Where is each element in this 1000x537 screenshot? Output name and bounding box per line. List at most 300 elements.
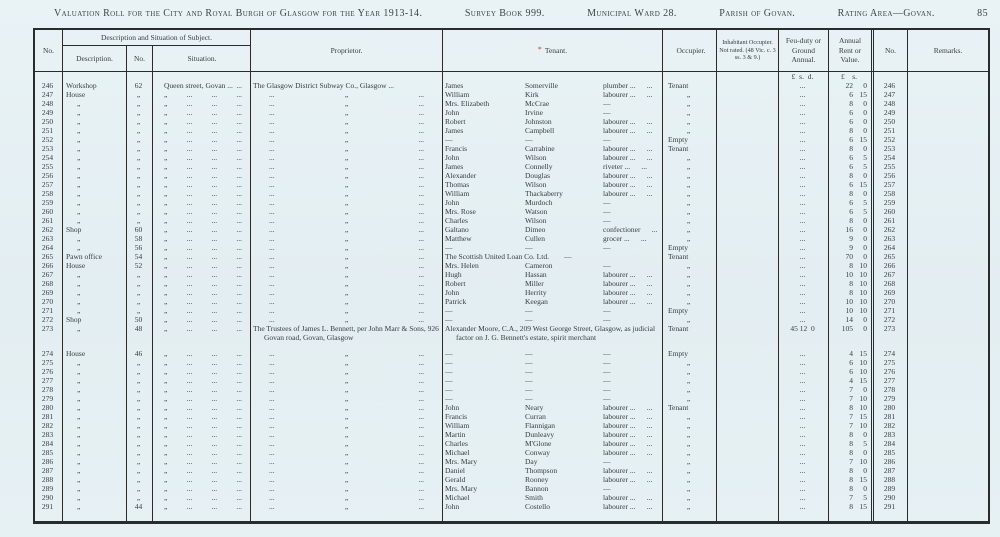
situation-segment: „ xyxy=(164,502,168,511)
description: „ xyxy=(63,403,127,412)
row-number-right: 282 xyxy=(874,421,908,430)
occupier: „ xyxy=(663,358,717,367)
tenant xyxy=(443,162,663,171)
situation-segment: ... xyxy=(186,466,193,475)
table-row xyxy=(35,162,988,171)
tenant-occupation: — xyxy=(603,358,611,367)
description-number: 52 xyxy=(127,261,153,270)
row-number-right: 253 xyxy=(874,144,908,153)
proprietor-segment: ... xyxy=(269,430,275,439)
tenant-surname: Keegan xyxy=(525,297,548,306)
proprietor-segment: ... xyxy=(418,261,424,270)
situation-segment: ... xyxy=(236,376,242,385)
annual-rent xyxy=(829,439,874,448)
col-header-description: Description. xyxy=(63,46,127,71)
proprietor-segment: ... xyxy=(418,162,424,171)
proprietor xyxy=(251,144,443,153)
occupier: Empty xyxy=(663,349,717,358)
remarks xyxy=(908,171,988,180)
proprietor-segment: ... xyxy=(418,457,424,466)
situation-segment: ... xyxy=(236,270,242,279)
situation-segment: ... xyxy=(236,198,242,207)
tenant-first-name: Charles xyxy=(445,439,468,448)
page-title: Valuation Roll for the City and Royal Burgh of Glasgow for the Year 1913-14. xyxy=(54,8,423,19)
tenant-first-name: Mrs. Rose xyxy=(445,207,476,216)
occupier: „ xyxy=(663,367,717,376)
tenant-first-name: John xyxy=(445,108,460,117)
tenant xyxy=(443,216,663,225)
description: „ xyxy=(63,270,127,279)
rent-shillings: 0 xyxy=(863,225,867,234)
rating-area-label: Rating Area—Govan. xyxy=(837,8,935,19)
row-number: 273 xyxy=(35,324,63,342)
annual-rent xyxy=(829,448,874,457)
situation-segment: „ xyxy=(164,180,168,189)
tenant xyxy=(443,403,663,412)
situation-segment: „ xyxy=(164,171,168,180)
proprietor-segment: ... xyxy=(418,216,424,225)
col-header-occupier: Occupier. xyxy=(663,30,717,71)
annual-rent xyxy=(829,252,874,261)
description: „ xyxy=(63,234,127,243)
row-number-right: 247 xyxy=(874,90,908,99)
rent-pounds: 7 xyxy=(849,385,853,394)
annual-rent xyxy=(829,502,874,511)
row-number-right: 288 xyxy=(874,475,908,484)
tenant xyxy=(443,297,663,306)
situation xyxy=(153,349,251,358)
row-number: 275 xyxy=(35,358,63,367)
proprietor-segment: „ xyxy=(344,162,349,171)
inhabitant-occupier xyxy=(717,81,779,90)
proprietor-segment: ... xyxy=(418,403,424,412)
tenant xyxy=(443,457,663,466)
occupier: „ xyxy=(663,270,717,279)
tenant-occupation: — xyxy=(603,306,611,315)
occupier: „ xyxy=(663,216,717,225)
tenant xyxy=(443,306,663,315)
proprietor-segment: ... xyxy=(269,484,275,493)
remarks xyxy=(908,493,988,502)
feu-duty: ... xyxy=(779,243,829,252)
feu-duty: ... xyxy=(779,475,829,484)
inhabitant-occupier xyxy=(717,297,779,306)
situation-segment: ... xyxy=(211,394,218,403)
inhabitant-occupier xyxy=(717,198,779,207)
proprietor-segment: ... xyxy=(269,189,275,198)
tenant-surname: Kirk xyxy=(525,90,539,99)
row-number-right: 266 xyxy=(874,261,908,270)
inhabitant-occupier xyxy=(717,117,779,126)
situation xyxy=(153,439,251,448)
rent-shillings: 15 xyxy=(859,135,867,144)
col-header-tenant-label: Tenant. xyxy=(544,45,568,55)
tenant-occupation: labourer ... ... xyxy=(603,90,653,99)
occupier: „ xyxy=(663,279,717,288)
feu-duty: ... xyxy=(779,315,829,324)
remarks xyxy=(908,207,988,216)
row-number-right: 284 xyxy=(874,439,908,448)
situation-segment: ... xyxy=(211,243,218,252)
feu-duty: ... xyxy=(779,448,829,457)
row-number-right: 250 xyxy=(874,117,908,126)
description-number: „ xyxy=(127,466,153,475)
table-row xyxy=(35,198,988,207)
proprietor xyxy=(251,439,443,448)
proprietor xyxy=(251,306,443,315)
tenant-surname: — xyxy=(525,135,533,144)
tenant xyxy=(443,243,663,252)
rent-pounds: 105 xyxy=(841,324,853,333)
situation-segment: „ xyxy=(164,315,168,324)
description: „ xyxy=(63,376,127,385)
situation xyxy=(153,367,251,376)
tenant-first-name: Robert xyxy=(445,117,466,126)
description: „ xyxy=(63,153,127,162)
feu-duty: ... xyxy=(779,135,829,144)
annual-rent xyxy=(829,367,874,376)
feu-duty: 45 12 0 xyxy=(779,324,829,342)
tenant-full: Alexander Moore, C.A., 209 West George Street, Glasgow, as judicial factor on J. G. Bennett's estate, spirit merchant xyxy=(445,324,656,342)
annual-rent xyxy=(829,270,874,279)
proprietor-segment: „ xyxy=(344,466,349,475)
tenant-first-name: Charles xyxy=(445,216,468,225)
feu-duty: ... xyxy=(779,376,829,385)
row-number-right: 272 xyxy=(874,315,908,324)
annual-rent xyxy=(829,493,874,502)
row-number: 253 xyxy=(35,144,63,153)
situation-segment: ... xyxy=(236,394,242,403)
situation-segment: „ xyxy=(164,207,168,216)
proprietor-segment: „ xyxy=(344,144,349,153)
situation-segment: „ xyxy=(164,358,168,367)
tenant-surname: Cullen xyxy=(525,234,545,243)
annual-rent xyxy=(829,198,874,207)
situation xyxy=(153,385,251,394)
feu-duty: ... xyxy=(779,439,829,448)
situation-segment: ... xyxy=(236,243,242,252)
proprietor xyxy=(251,315,443,324)
tenant xyxy=(443,270,663,279)
tenant-first-name: — xyxy=(445,367,453,376)
occupier: „ xyxy=(663,466,717,475)
proprietor-segment: ... xyxy=(418,153,424,162)
tenant-occupation: — xyxy=(603,484,611,493)
table-row xyxy=(35,270,988,279)
row-number-right: 290 xyxy=(874,493,908,502)
description-number: „ xyxy=(127,457,153,466)
tenant-surname: Carrabine xyxy=(525,144,555,153)
tenant-full: The Scottish United Loan Co. Ltd. — xyxy=(445,252,572,261)
tenant-surname: Dimeo xyxy=(525,225,546,234)
situation-segment: „ xyxy=(164,439,168,448)
situation-segment: ... xyxy=(186,475,193,484)
tenant-occupation: — xyxy=(603,99,611,108)
situation xyxy=(153,144,251,153)
situation xyxy=(153,466,251,475)
situation-segment: ... xyxy=(236,403,242,412)
tenant-first-name: John xyxy=(445,403,460,412)
proprietor-segment: „ xyxy=(344,376,349,385)
inhabitant-occupier xyxy=(717,394,779,403)
tenant-first-name: Thomas xyxy=(445,180,470,189)
situation-segment: ... xyxy=(236,349,242,358)
situation-segment: „ xyxy=(164,234,168,243)
situation-segment: ... xyxy=(186,198,193,207)
occupier: „ xyxy=(663,430,717,439)
rent-pounds: 16 xyxy=(845,225,853,234)
occupier: „ xyxy=(663,234,717,243)
description-number: „ xyxy=(127,99,153,108)
description: House xyxy=(63,90,127,99)
table-row xyxy=(35,81,988,90)
proprietor xyxy=(251,448,443,457)
situation-segment: ... xyxy=(236,216,242,225)
situation-segment: ... xyxy=(211,153,218,162)
situation-segment: ... xyxy=(211,225,218,234)
table-row xyxy=(35,394,988,403)
remarks xyxy=(908,252,988,261)
row-number: 276 xyxy=(35,367,63,376)
situation-segment: ... xyxy=(186,189,193,198)
remarks xyxy=(908,315,988,324)
description: „ xyxy=(63,324,127,342)
description: „ xyxy=(63,117,127,126)
table-row xyxy=(35,90,988,99)
annual-rent xyxy=(829,216,874,225)
situation-segment: ... xyxy=(211,430,218,439)
description: „ xyxy=(63,448,127,457)
description-number: „ xyxy=(127,270,153,279)
proprietor-segment: „ xyxy=(344,448,349,457)
situation-segment: „ xyxy=(164,144,168,153)
situation-segment: „ xyxy=(164,376,168,385)
table-row xyxy=(35,475,988,484)
situation-segment: ... xyxy=(186,421,193,430)
proprietor xyxy=(251,180,443,189)
row-number-right: 276 xyxy=(874,367,908,376)
occupier: „ xyxy=(663,126,717,135)
annual-rent xyxy=(829,279,874,288)
proprietor xyxy=(251,358,443,367)
annual-rent xyxy=(829,81,874,90)
situation-segment: ... xyxy=(211,457,218,466)
inhabitant-occupier xyxy=(717,135,779,144)
annual-rent xyxy=(829,466,874,475)
remarks xyxy=(908,349,988,358)
situation-segment: „ xyxy=(164,448,168,457)
tenant-occupation: labourer ... ... xyxy=(603,403,653,412)
remarks xyxy=(908,475,988,484)
annual-rent xyxy=(829,484,874,493)
tenant-surname: Wilson xyxy=(525,153,547,162)
remarks xyxy=(908,90,988,99)
inhabitant-occupier xyxy=(717,171,779,180)
remarks xyxy=(908,261,988,270)
inhabitant-occupier xyxy=(717,99,779,108)
tenant xyxy=(443,430,663,439)
situation-segment: „ xyxy=(164,99,168,108)
annual-rent xyxy=(829,162,874,171)
tenant-surname: Connelly xyxy=(525,162,553,171)
rent-shillings: 0 xyxy=(863,81,867,90)
proprietor-segment: ... xyxy=(418,207,424,216)
tenant-occupation: labourer ... ... xyxy=(603,297,653,306)
proprietor-segment: „ xyxy=(344,279,349,288)
col-header-no-right: No. xyxy=(874,30,908,71)
inhabitant-occupier xyxy=(717,234,779,243)
remarks xyxy=(908,198,988,207)
tenant-first-name: Matthew xyxy=(445,234,472,243)
tenant-occupation: — xyxy=(603,385,611,394)
proprietor-segment: ... xyxy=(418,358,424,367)
rent-shillings: 0 xyxy=(863,385,867,394)
proprietor-segment: ... xyxy=(269,243,275,252)
rent-pounds: 7 xyxy=(849,421,853,430)
row-number: 259 xyxy=(35,198,63,207)
tenant-first-name: — xyxy=(445,243,453,252)
description: Shop xyxy=(63,315,127,324)
situation-segment: ... xyxy=(236,180,242,189)
rent-pounds: 8 xyxy=(849,99,853,108)
rent-shillings: 5 xyxy=(863,153,867,162)
annual-rent xyxy=(829,153,874,162)
proprietor-segment: ... xyxy=(418,117,424,126)
row-number: 291 xyxy=(35,502,63,511)
tenant xyxy=(443,493,663,502)
feu-duty: ... xyxy=(779,457,829,466)
rent-shillings: 0 xyxy=(863,243,867,252)
row-number-right: 254 xyxy=(874,153,908,162)
situation-segment: ... xyxy=(211,493,218,502)
proprietor-segment: ... xyxy=(418,439,424,448)
tenant-occupation: labourer ... ... xyxy=(603,475,653,484)
proprietor-segment: ... xyxy=(418,421,424,430)
proprietor-segment: ... xyxy=(269,306,275,315)
table-row xyxy=(35,135,988,144)
description: Pawn office xyxy=(63,252,127,261)
row-number: 284 xyxy=(35,439,63,448)
situation-segment: ... xyxy=(186,261,193,270)
survey-book-label: Survey Book 999. xyxy=(464,8,545,19)
situation-segment: „ xyxy=(164,394,168,403)
proprietor-segment: ... xyxy=(418,306,424,315)
table-row xyxy=(35,315,988,324)
remarks xyxy=(908,439,988,448)
tenant-occupation: labourer ... ... xyxy=(603,180,653,189)
proprietor-segment: ... xyxy=(269,225,275,234)
occupier: „ xyxy=(663,153,717,162)
situation-segment: ... xyxy=(236,430,242,439)
situation-segment: ... xyxy=(211,117,218,126)
tenant-surname: — xyxy=(525,349,533,358)
situation xyxy=(153,99,251,108)
inhabitant-occupier xyxy=(717,216,779,225)
annual-rent xyxy=(829,189,874,198)
tenant xyxy=(443,358,663,367)
situation-segment: ... xyxy=(186,430,193,439)
tenant-first-name: Michael xyxy=(445,448,470,457)
inhabitant-occupier xyxy=(717,430,779,439)
tenant-occupation: — xyxy=(603,216,611,225)
proprietor xyxy=(251,171,443,180)
situation-segment: ... xyxy=(236,358,242,367)
proprietor xyxy=(251,189,443,198)
rent-pounds: 22 xyxy=(845,81,853,90)
inhabitant-occupier xyxy=(717,324,779,342)
row-number: 286 xyxy=(35,457,63,466)
tenant xyxy=(443,385,663,394)
row-number: 265 xyxy=(35,252,63,261)
situation xyxy=(153,297,251,306)
table-row xyxy=(35,493,988,502)
situation xyxy=(153,108,251,117)
description: „ xyxy=(63,297,127,306)
situation-segment: ... xyxy=(186,324,193,333)
situation-segment: ... xyxy=(211,270,218,279)
proprietor xyxy=(251,412,443,421)
situation-segment: ... xyxy=(211,297,218,306)
situation xyxy=(153,457,251,466)
proprietor xyxy=(251,349,443,358)
tenant xyxy=(443,144,663,153)
description-number: „ xyxy=(127,376,153,385)
rent-pounds: 9 xyxy=(849,243,853,252)
proprietor-segment: „ xyxy=(344,457,349,466)
proprietor-segment: ... xyxy=(418,270,424,279)
situation-segment: ... xyxy=(186,394,193,403)
situation xyxy=(153,117,251,126)
description-number: 62 xyxy=(127,81,153,90)
annual-rent xyxy=(829,261,874,270)
row-number-right: 256 xyxy=(874,171,908,180)
tenant-surname: — xyxy=(525,376,533,385)
inhabitant-occupier xyxy=(717,412,779,421)
inhabitant-occupier xyxy=(717,484,779,493)
remarks xyxy=(908,306,988,315)
feu-duty: ... xyxy=(779,484,829,493)
proprietor-segment: ... xyxy=(418,189,424,198)
situation xyxy=(153,270,251,279)
occupier: „ xyxy=(663,99,717,108)
remarks xyxy=(908,358,988,367)
inhabitant-occupier xyxy=(717,207,779,216)
tenant xyxy=(443,171,663,180)
situation-segment: ... xyxy=(236,162,242,171)
proprietor-segment: ... xyxy=(418,288,424,297)
situation-segment: „ xyxy=(164,108,168,117)
proprietor-segment: ... xyxy=(418,126,424,135)
proprietor-segment: ... xyxy=(269,234,275,243)
tenant-occupation: labourer ... ... xyxy=(603,502,653,511)
situation xyxy=(153,412,251,421)
tenant-surname: Hassan xyxy=(525,270,547,279)
remarks xyxy=(908,430,988,439)
situation xyxy=(153,234,251,243)
proprietor xyxy=(251,252,443,261)
occupier: „ xyxy=(663,385,717,394)
situation-segment: Queen street, Govan ... xyxy=(164,81,233,90)
situation-segment: ... xyxy=(236,108,242,117)
proprietor xyxy=(251,394,443,403)
feu-duty: ... xyxy=(779,90,829,99)
proprietor-segment: ... xyxy=(418,90,424,99)
remarks xyxy=(908,234,988,243)
proprietor-segment: ... xyxy=(418,234,424,243)
municipal-ward-label: Municipal Ward 28. xyxy=(587,8,677,19)
situation-segment: ... xyxy=(236,171,242,180)
remarks xyxy=(908,225,988,234)
